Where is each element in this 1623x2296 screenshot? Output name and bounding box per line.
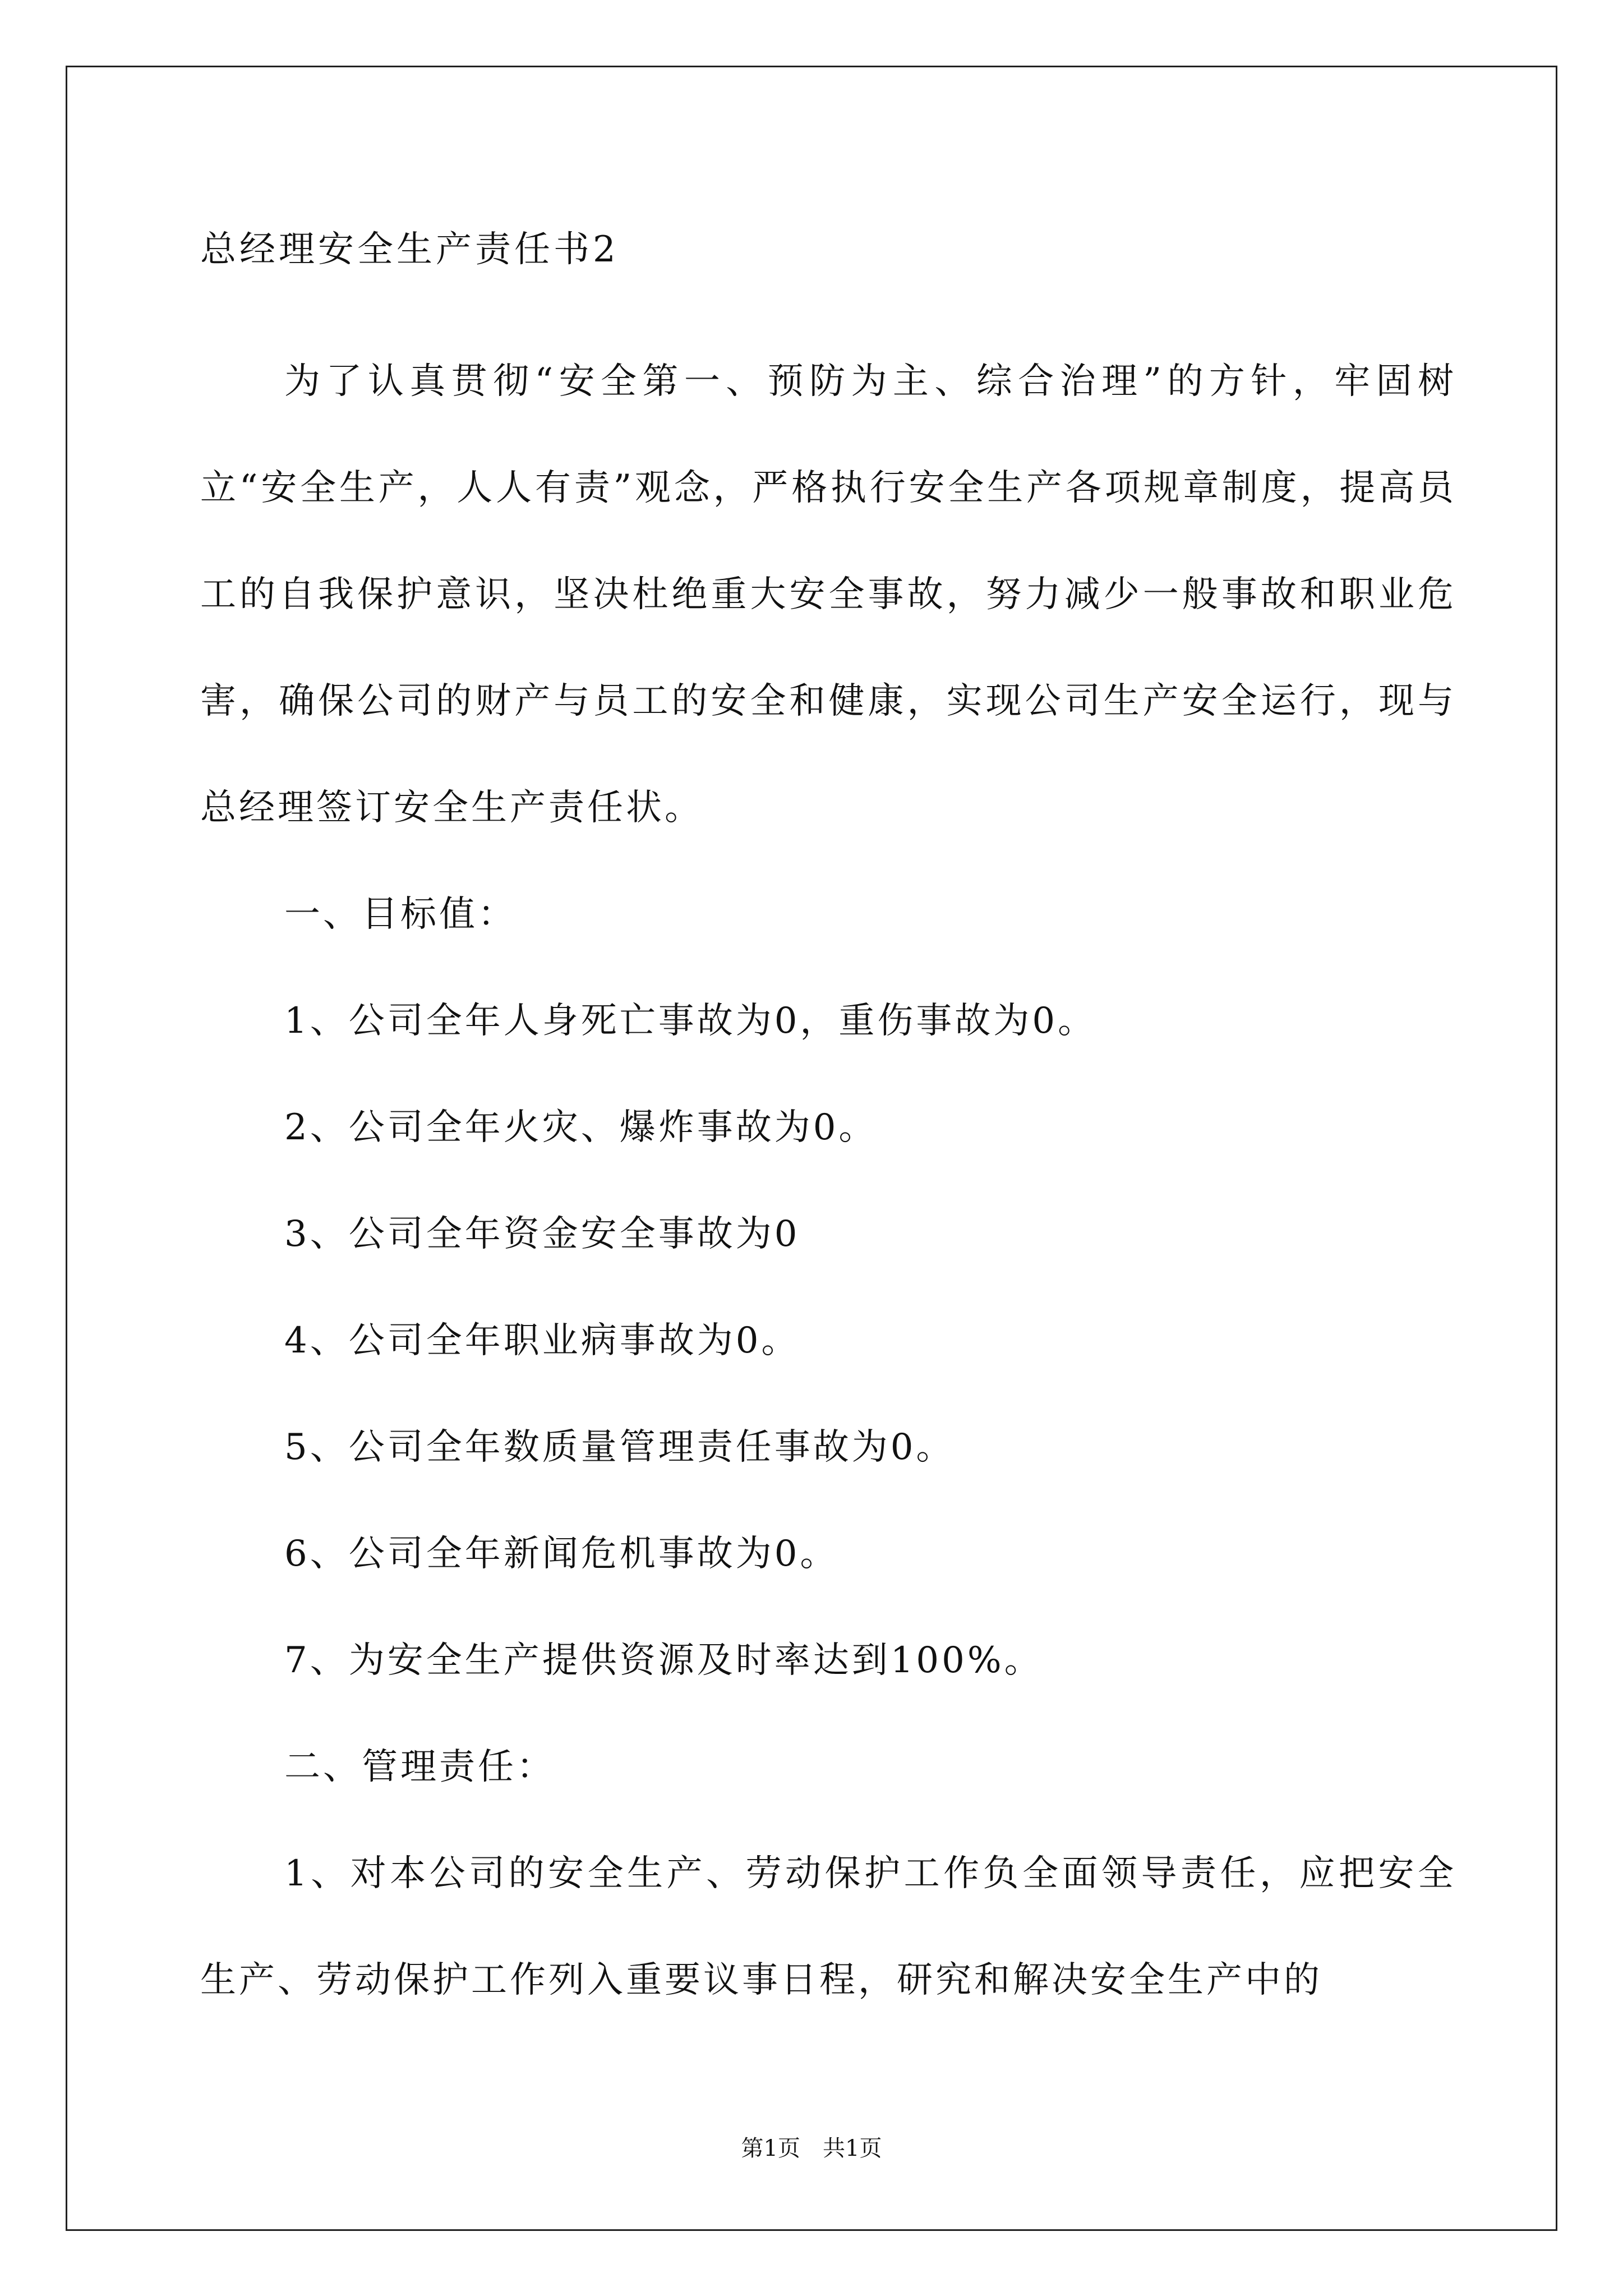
page-number-current: 第1页 xyxy=(741,2136,800,2161)
target-item: 3、公司全年资金安全事故为0 xyxy=(284,1213,800,1255)
target-item: 4、公司全年职业病事故为0。 xyxy=(284,1320,800,1361)
target-item: 2、公司全年火灾、爆炸事故为0。 xyxy=(284,1107,878,1148)
page-number-total: 共1页 xyxy=(823,2136,882,2161)
duty-paragraph: 1、对本公司的安全生产、劳动保护工作负全面领导责任，应把安全生产、劳动保护工作列入重要议事日程，研究和解决安全生产中的 xyxy=(200,1853,1456,2001)
target-item: 6、公司全年新闻危机事故为0。 xyxy=(284,1533,839,1575)
target-item: 7、为安全生产提供资源及时率达到100%。 xyxy=(284,1640,1043,1681)
target-item: 1、公司全年人身死亡事故为0，重伤事故为0。 xyxy=(284,1000,1097,1042)
section-heading-targets: 一、目标值： xyxy=(284,894,517,935)
intro-paragraph: 为了认真贯彻“安全第一、预防为主、综合治理”的方针，牢固树立“安全生产，人人有责”观念，严格执行安全生产各项规章制度，提高员工的自我保护意识，坚决杜绝重大安全事故，努力减少一般事故和职业危害，确保公司的财产与员工的安全和健康，实现公司生产安全运行，现与总经理签订安全生产责任状。 xyxy=(200,361,1456,829)
target-item: 5、公司全年数质量管理责任事故为0。 xyxy=(284,1427,955,1468)
document-title: 总经理安全生产责任书2 xyxy=(200,229,619,270)
section-heading-duties: 二、管理责任： xyxy=(284,1746,555,1788)
page-footer xyxy=(0,2132,1623,2165)
document-body xyxy=(200,222,1456,2033)
